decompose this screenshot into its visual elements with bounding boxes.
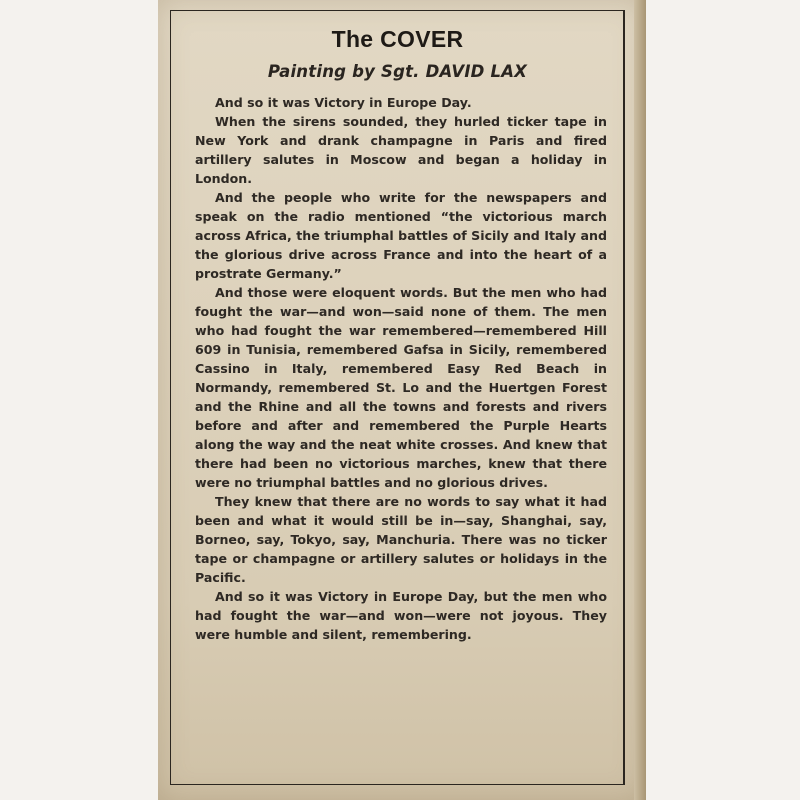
paragraph-3: And the people who write for the newspapers and speak on the radio mentioned “the victorious march across Africa, the triumphal battles of Sicily and Italy and the glorious drive across France and into the heart of a prostrate Germany.” — [195, 190, 607, 281]
paragraph-1: And so it was Victory in Europe Day. — [215, 95, 472, 110]
page-spine-edge — [634, 0, 646, 800]
paragraph-4: And those were eloquent words. But the men who had fought the war—and won—said none of them. The men who had fought the war remembered—remembered Hill 609 in Tunisia, remembered Gafsa in Sicily, remembered Cassino in Italy, remembered Easy Red Beach in Normandy, remembered St. Lo and the Huertgen Forest and the Rhine and all the towns and forests and rivers before and after and remembered the Purple Hearts along the way and the neat white crosses. And knew that there had been no victorious marches, knew that there were no triumphal battles and no glorious drives. — [195, 285, 607, 490]
article-body — [195, 93, 607, 644]
article-subtitle: Painting by Sgt. DAVID LAX — [267, 62, 528, 81]
paragraph-5: They knew that there are no words to say what it had been and what it would still be in—say, Shanghai, say, Borneo, say, Tokyo, say, Manchuria. There was no ticker tape or champagne or artillery salutes or holidays in the Pacific. — [195, 494, 607, 585]
paragraph-6: And so it was Victory in Europe Day, but the men who had fought the war—and won—were not joyous. They were humble and silent, remembering. — [195, 589, 607, 642]
paragraph-2: When the sirens sounded, they hurled ticker tape in New York and drank champagne in Paris and fired artillery salutes in Moscow and began a holiday in London. — [195, 114, 607, 186]
article-title: The COVER — [331, 26, 464, 52]
